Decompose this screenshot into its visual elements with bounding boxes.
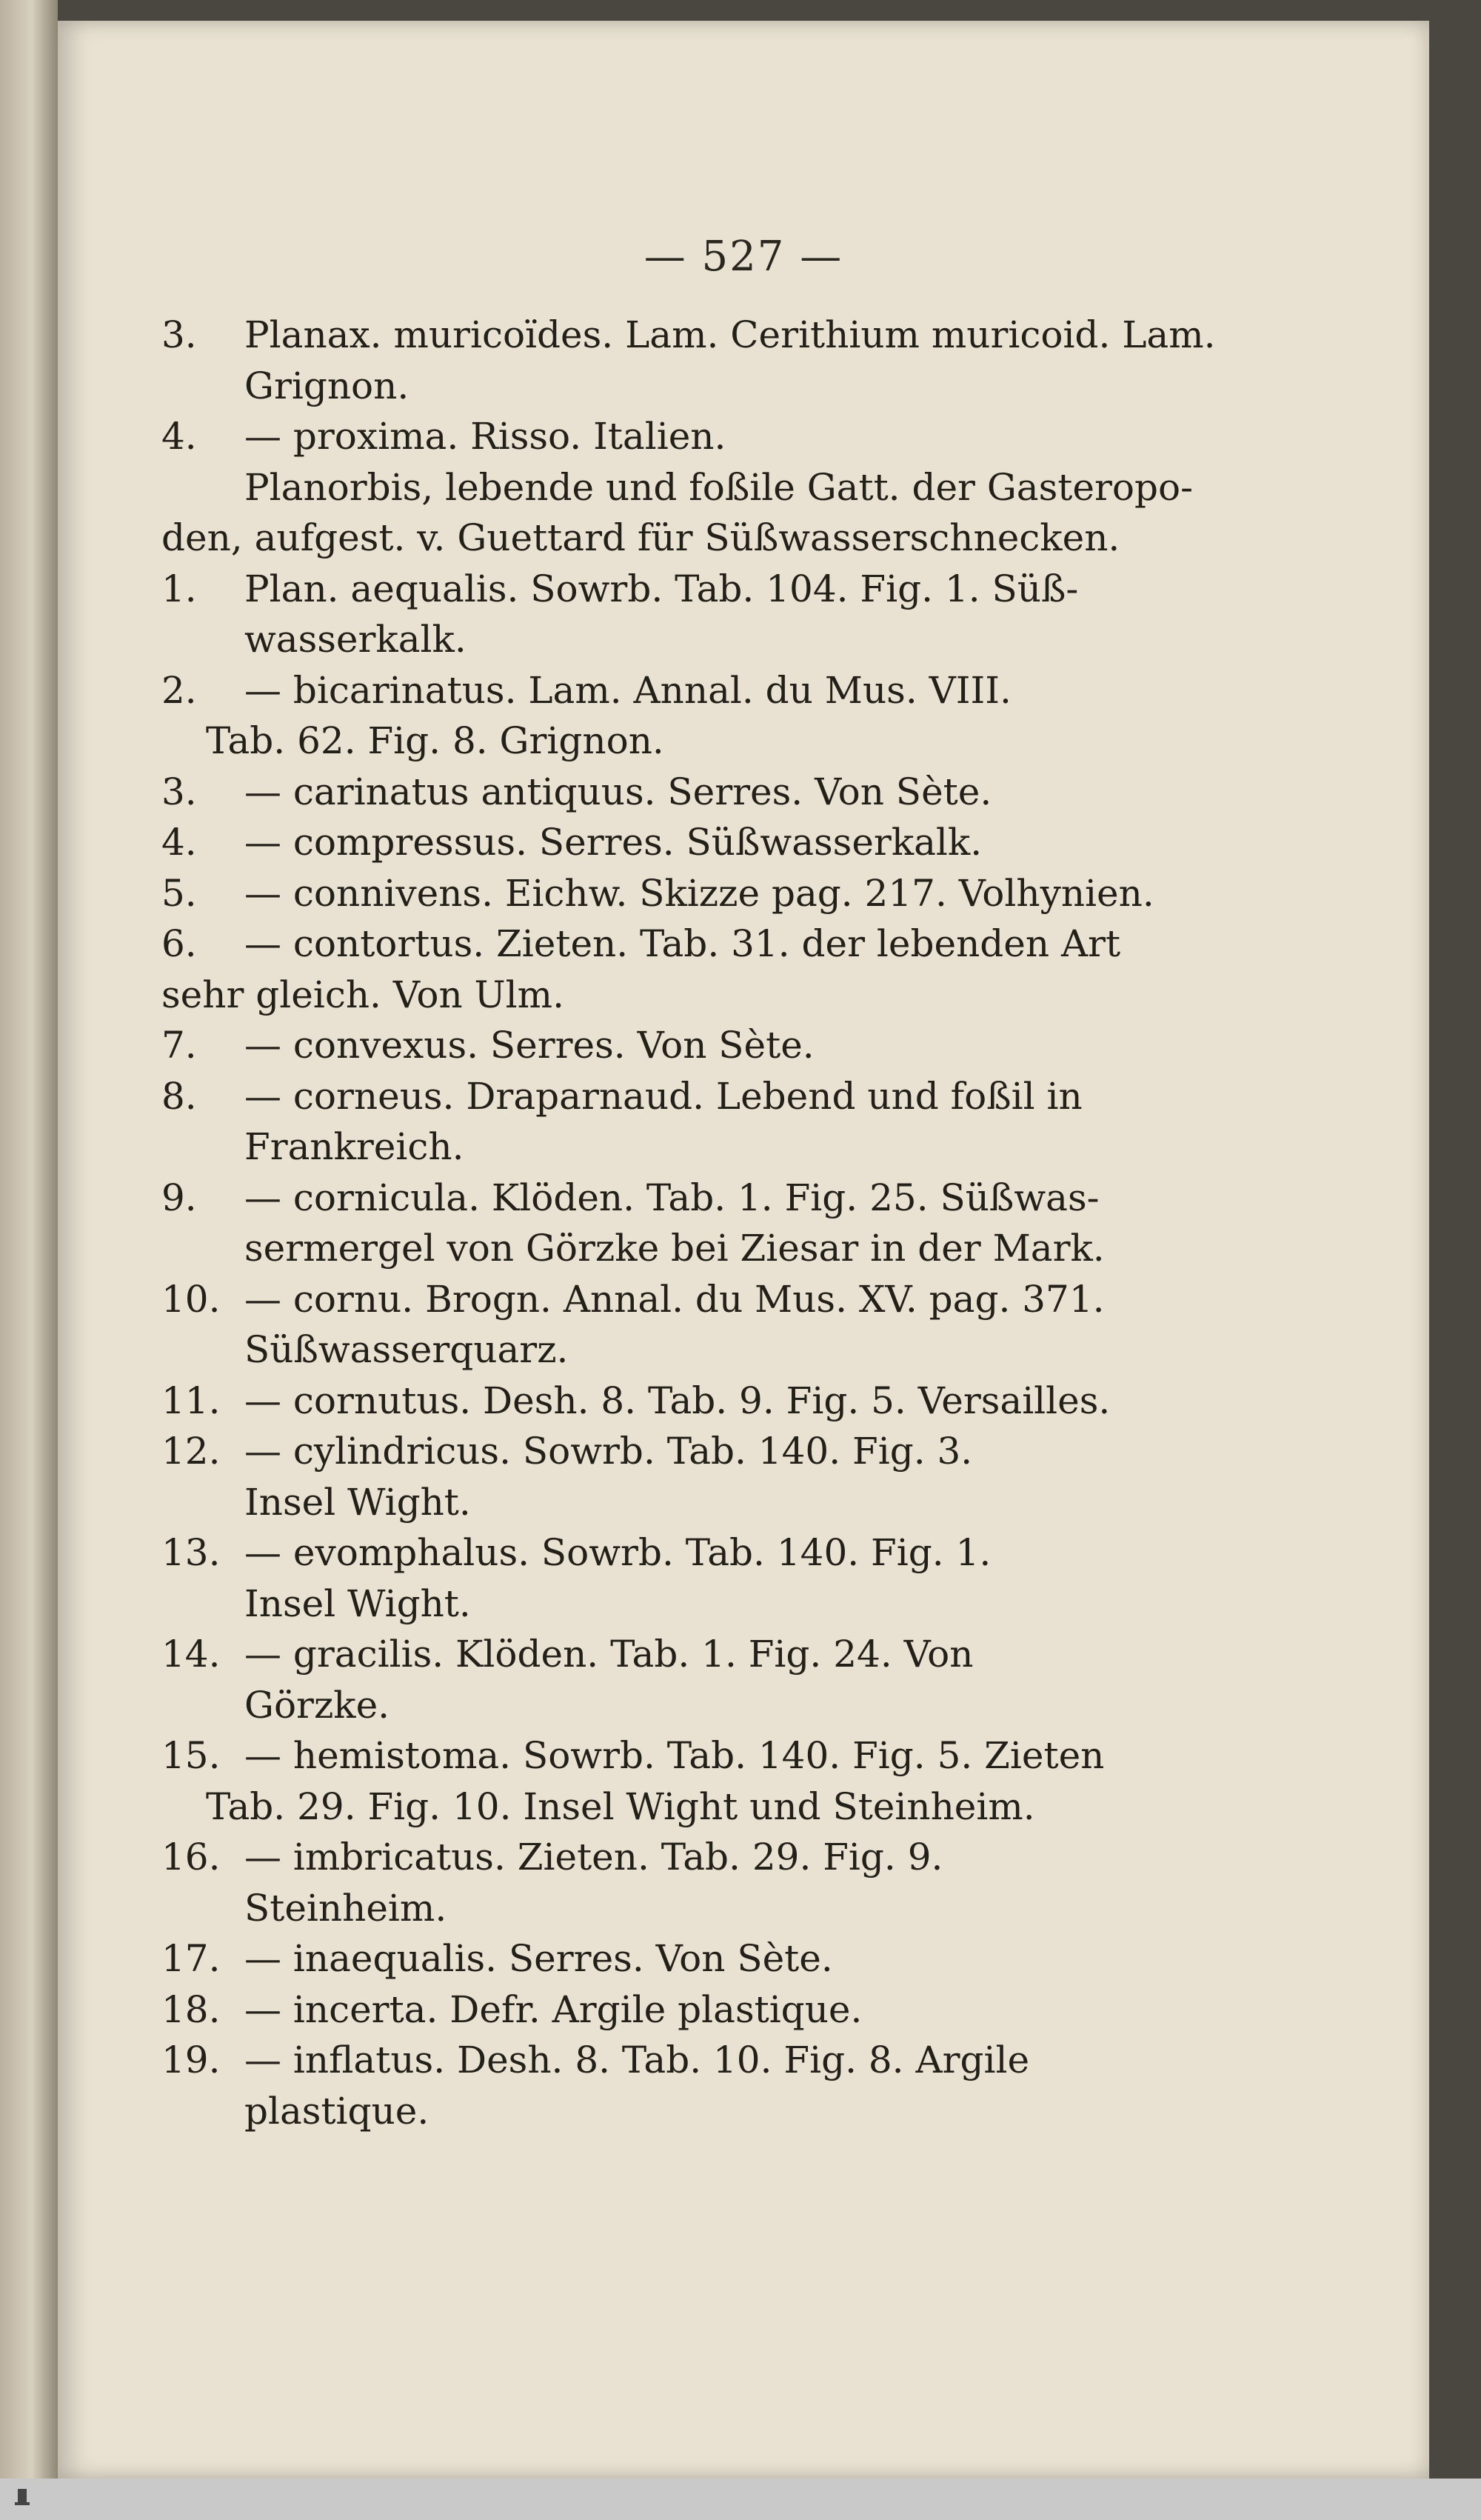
entry-number: 10. bbox=[161, 1277, 221, 1321]
entry-number: 3. bbox=[161, 770, 197, 813]
entry-number: 9. bbox=[161, 1176, 197, 1219]
list-item bbox=[161, 1933, 1257, 1984]
entry-number: 4. bbox=[161, 415, 197, 458]
entry-line: Steinheim. bbox=[244, 1886, 447, 1930]
list-item bbox=[161, 1984, 1257, 2036]
entry-line: Planax. muricoïdes. Lam. Cerithium muricoid. Lam. bbox=[244, 313, 1216, 356]
entry-number: 19. bbox=[161, 2039, 221, 2081]
library-stamp-icon bbox=[7, 2486, 37, 2508]
entry-number: 17. bbox=[161, 1937, 221, 1980]
entry-number: 6. bbox=[161, 922, 197, 965]
entry-number: 14. bbox=[161, 1633, 221, 1676]
list-item bbox=[161, 1730, 1257, 1832]
entry-line: plastique. bbox=[244, 2089, 429, 2133]
entry-line: — carinatus antiquus. Serres. Von Sète. bbox=[244, 770, 992, 813]
list-item bbox=[161, 868, 1257, 919]
entry-line: wasserkalk. bbox=[244, 618, 467, 661]
entry-line: Insel Wight. bbox=[244, 1480, 471, 1524]
entry-number: 12. bbox=[161, 1430, 221, 1473]
entry-line: — hemistoma. Sowrb. Tab. 140. Fig. 5. Zieten bbox=[244, 1734, 1105, 1777]
list-item bbox=[161, 1832, 1257, 1933]
list-item bbox=[161, 564, 1257, 665]
entry-number: 15. bbox=[161, 1734, 221, 1777]
entry-line: Görzke. bbox=[244, 1683, 390, 1727]
entry-number: 8. bbox=[161, 1074, 197, 1118]
entry-line: Frankreich. bbox=[244, 1125, 464, 1168]
entry-number: 13. bbox=[161, 1531, 221, 1574]
list-item bbox=[161, 817, 1257, 868]
book-page bbox=[58, 21, 1429, 2479]
entry-line: — cornicula. Klöden. Tab. 1. Fig. 25. Süßwas- bbox=[244, 1176, 1100, 1219]
entry-line: — evomphalus. Sowrb. Tab. 140. Fig. 1. bbox=[244, 1531, 992, 1574]
entry-number: 5. bbox=[161, 871, 197, 915]
list-item bbox=[161, 1274, 1257, 1376]
entry-line: — cornutus. Desh. 8. Tab. 9. Fig. 5. Versailles. bbox=[244, 1379, 1111, 1422]
list-item bbox=[161, 1376, 1257, 1427]
entry-line: Tab. 29. Fig. 10. Insel Wight und Steinheim. bbox=[206, 1784, 1035, 1828]
list-item bbox=[161, 767, 1257, 818]
list-item bbox=[161, 1173, 1257, 1274]
book-spine bbox=[0, 0, 58, 2520]
entry-number: 3. bbox=[161, 313, 197, 356]
entry-line: — incerta. Defr. Argile plastique. bbox=[244, 1987, 863, 2031]
entry-line: — inflatus. Desh. 8. Tab. 10. Fig. 8. Argile bbox=[244, 2039, 1030, 2081]
library-stamp-icon bbox=[7, 2486, 37, 2513]
entry-line: — gracilis. Klöden. Tab. 1. Fig. 24. Von bbox=[244, 1633, 974, 1676]
entry-line: — imbricatus. Zieten. Tab. 29. Fig. 9. bbox=[244, 1836, 943, 1879]
entry-line: Insel Wight. bbox=[244, 1581, 471, 1625]
entry-line: Grignon. bbox=[244, 364, 409, 407]
list-item bbox=[161, 665, 1257, 767]
entry-line: Planorbis, lebende und foßile Gatt. der Gasteropo- bbox=[244, 465, 1193, 509]
genus-heading bbox=[161, 462, 1257, 564]
entry-line: — corneus. Draparnaud. Lebend und foßil in bbox=[244, 1074, 1083, 1118]
list-item bbox=[161, 1071, 1257, 1173]
page-body bbox=[161, 310, 1257, 2136]
entry-number: 16. bbox=[161, 1836, 221, 1879]
entry-number: 7. bbox=[161, 1024, 197, 1067]
entry-line: — inaequalis. Serres. Von Sète. bbox=[244, 1937, 833, 1980]
entry-line: — proxima. Risso. Italien. bbox=[244, 415, 726, 458]
list-item bbox=[161, 310, 1257, 411]
entry-line: sermergel von Görzke bei Ziesar in der Mark. bbox=[244, 1227, 1105, 1270]
entry-number: 18. bbox=[161, 1987, 221, 2031]
entry-line: — convexus. Serres. Von Sète. bbox=[244, 1024, 815, 1067]
entry-number: 1. bbox=[161, 567, 197, 610]
scan-footer-strip bbox=[0, 2479, 1481, 2520]
entry-line: Tab. 62. Fig. 8. Grignon. bbox=[206, 719, 664, 762]
list-item bbox=[161, 1020, 1257, 1071]
entry-line: Süßwasserquarz. bbox=[244, 1328, 569, 1371]
entry-line: — cornu. Brogn. Annal. du Mus. XV. pag. 371. bbox=[244, 1277, 1105, 1321]
entry-line: sehr gleich. Von Ulm. bbox=[161, 973, 564, 1016]
list-item bbox=[161, 1629, 1257, 1730]
entry-line: — connivens. Eichw. Skizze pag. 217. Volhynien. bbox=[244, 871, 1154, 915]
entry-line: den, aufgest. v. Guettard für Süßwasserschnecken. bbox=[161, 516, 1120, 559]
entry-line: — bicarinatus. Lam. Annal. du Mus. VIII. bbox=[244, 668, 1012, 712]
list-item bbox=[161, 1426, 1257, 1527]
list-item bbox=[161, 919, 1257, 1020]
entry-number: 4. bbox=[161, 821, 197, 864]
list-item bbox=[161, 411, 1257, 462]
entry-number: 2. bbox=[161, 668, 197, 712]
entry-number: 11. bbox=[161, 1379, 221, 1422]
list-item bbox=[161, 2035, 1257, 2136]
entry-line: Plan. aequalis. Sowrb. Tab. 104. Fig. 1. Süß- bbox=[244, 567, 1079, 610]
page-number: — 527 — bbox=[643, 233, 843, 281]
entry-line: — contortus. Zieten. Tab. 31. der lebenden Art bbox=[244, 922, 1121, 965]
list-item bbox=[161, 1527, 1257, 1629]
entry-line: — cylindricus. Sowrb. Tab. 140. Fig. 3. bbox=[244, 1430, 973, 1473]
entry-line: — compressus. Serres. Süßwasserkalk. bbox=[244, 821, 983, 864]
